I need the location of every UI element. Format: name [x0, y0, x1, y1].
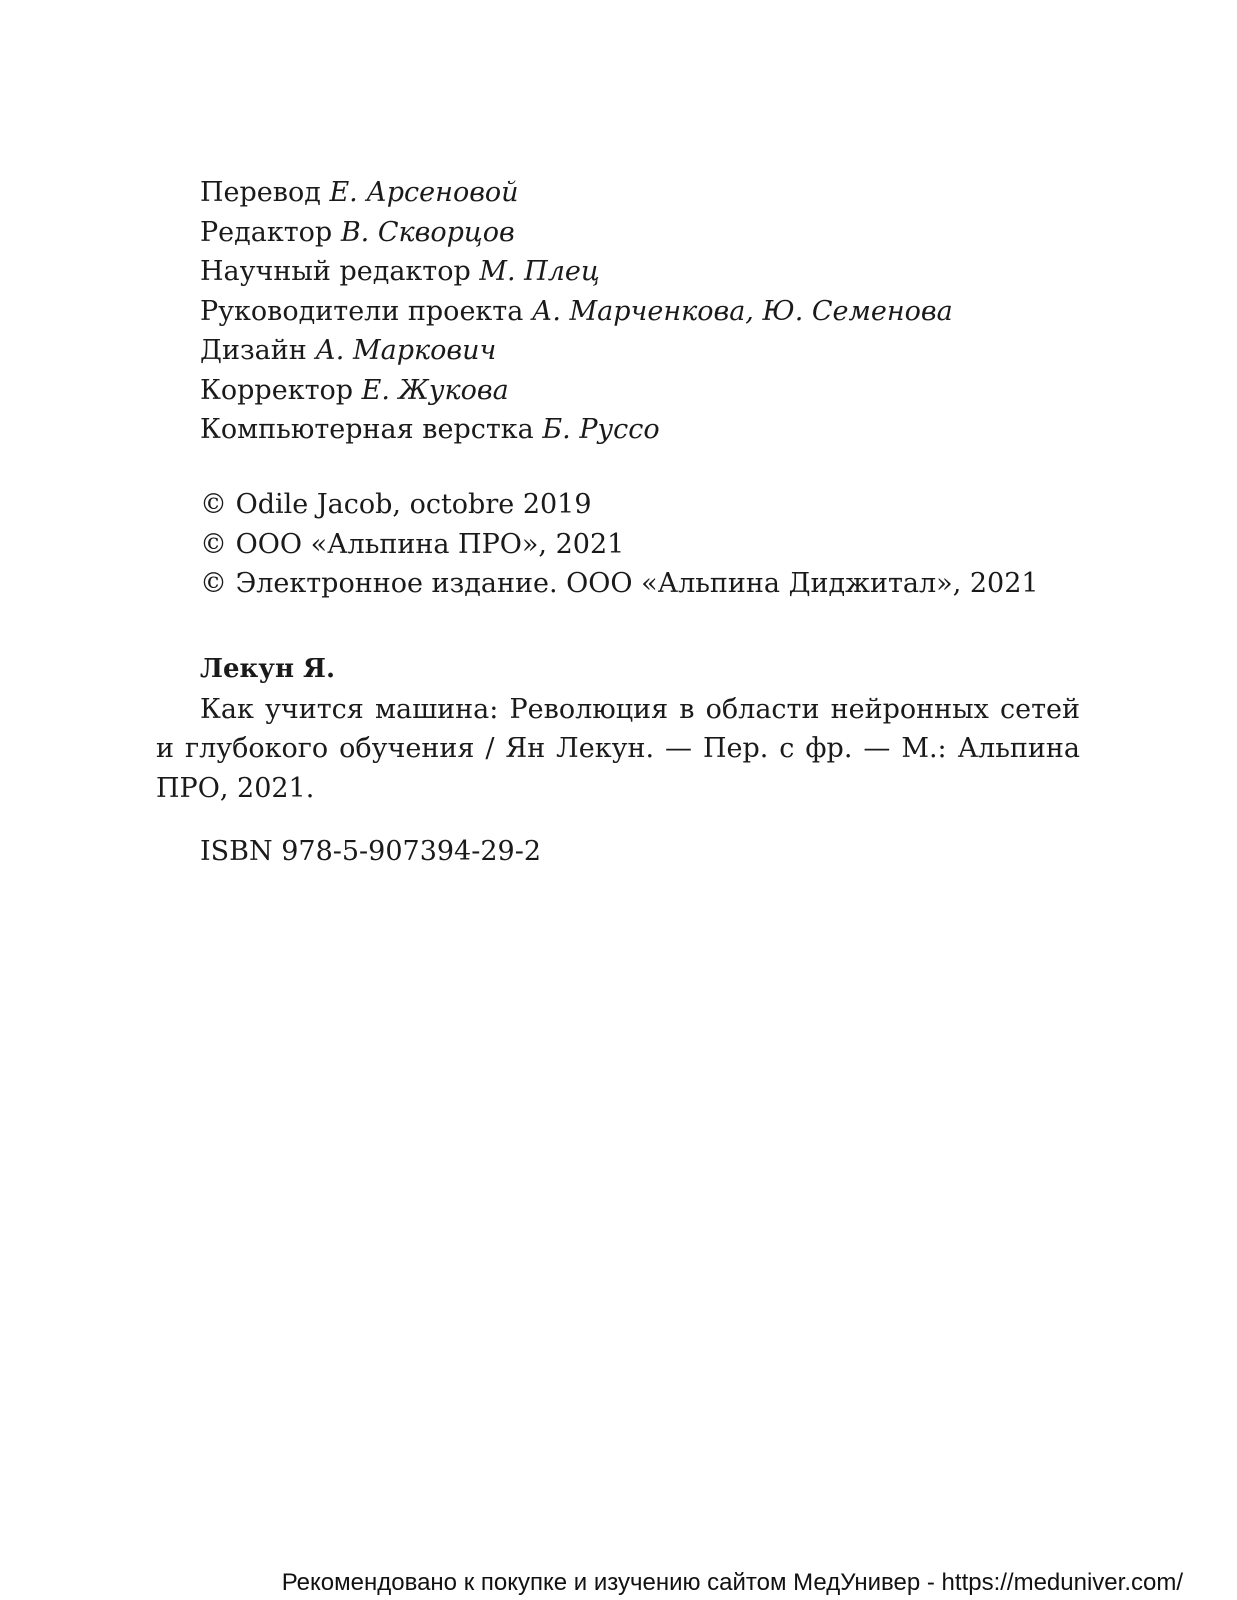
credit-name: А. Марченкова, Ю. Семенова	[531, 295, 953, 327]
credit-layout	[200, 410, 1100, 450]
biblio-description: Как учится машина: Революция в области нейронных сетей и глубокого обучения / Ян Лекун. — Пер. с фр. — М.: Альпина ПРО, 2021.	[156, 693, 1080, 804]
credit-name: А. Маркович	[315, 335, 497, 366]
credit-name: Е. Арсеновой	[329, 177, 519, 208]
credit-editor	[200, 213, 1100, 253]
credit-role: Корректор	[200, 374, 362, 406]
credit-name: Б. Руссо	[542, 414, 660, 445]
isbn-number: ISBN 978-5-907394-29-2	[200, 836, 542, 867]
credit-role: Перевод	[200, 177, 330, 208]
copyright-original: © Odile Jacob, octobre 2019	[200, 489, 592, 520]
footer-recommendation: Рекомендовано к покупке и изучению сайтом МедУнивер - https://meduniver.com/	[281, 1569, 1183, 1596]
copyright-electronic-edition: © Электронное издание. ООО «Альпина Диджитал», 2021	[200, 568, 1039, 599]
copyright-block	[200, 485, 1100, 604]
credit-design	[200, 331, 1100, 371]
credit-name: В. Скворцов	[340, 216, 515, 248]
bibliographic-record	[156, 650, 1080, 808]
credit-role: Компьютерная верстка	[200, 414, 543, 445]
credit-translation	[200, 173, 1100, 213]
copyright-russian-edition: © ООО «Альпина ПРО», 2021	[200, 528, 625, 560]
credit-project-managers	[200, 292, 1100, 332]
credit-role: Руководители проекта	[200, 295, 532, 327]
biblio-author: Лекун Я.	[200, 654, 336, 684]
credit-role: Дизайн	[200, 335, 316, 366]
credit-role: Научный редактор	[200, 256, 480, 287]
credit-name: Е. Жукова	[361, 374, 509, 406]
credit-scientific-editor	[200, 252, 1100, 292]
credit-proofreader	[200, 371, 1100, 411]
credits-block	[200, 173, 1100, 450]
credit-name: М. Плец	[479, 256, 600, 287]
credit-role: Редактор	[200, 216, 341, 248]
